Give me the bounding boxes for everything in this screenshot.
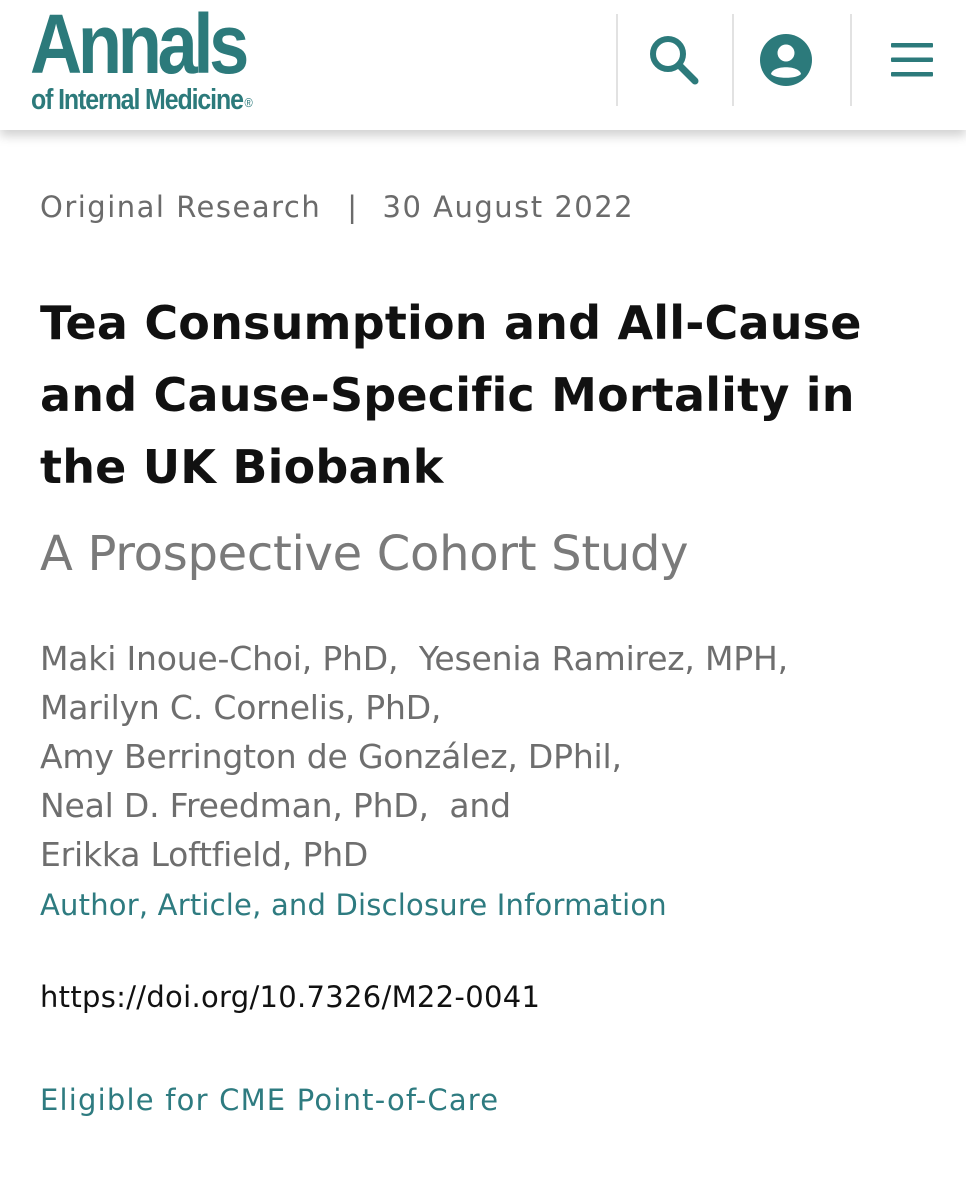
article-subtitle: A Prospective Cohort Study	[40, 526, 689, 582]
search-icon	[646, 32, 702, 88]
author-link[interactable]: Maki Inoue-Choi, PhD,	[40, 639, 399, 678]
cme-eligibility-link[interactable]: Eligible for CME Point-of-Care	[40, 1083, 500, 1117]
disclosure-information-link[interactable]: Author, Article, and Disclosure Information	[40, 888, 667, 922]
nav-divider	[732, 14, 734, 106]
author-link[interactable]: Neal D. Freedman, PhD,	[40, 786, 429, 825]
author-link[interactable]: Erikka Loftfield, PhD	[40, 835, 369, 874]
search-button[interactable]	[624, 20, 724, 100]
author-line	[40, 683, 940, 732]
author-link[interactable]: Amy Berrington de González, DPhil,	[40, 737, 622, 776]
nav-divider	[616, 14, 618, 106]
logo-main-text: Annals	[30, 0, 246, 91]
author-line	[40, 781, 940, 830]
user-icon	[759, 33, 813, 87]
author-link[interactable]: Marilyn C. Cornelis, PhD,	[40, 688, 442, 727]
article-title: Tea Consumption and All-Cause and Cause-Specific Mortality in the UK Biobank	[40, 296, 862, 494]
article-meta	[40, 190, 634, 224]
nav-divider	[850, 14, 852, 106]
author-link[interactable]: Yesenia Ramirez, MPH,	[418, 639, 788, 678]
registered-mark: ®	[244, 95, 253, 110]
logo-sub-text	[31, 85, 253, 118]
hamburger-menu-icon	[889, 40, 935, 80]
author-conjunction: and	[449, 786, 511, 825]
author-line	[40, 634, 940, 683]
meta-separator: |	[347, 190, 359, 224]
account-button[interactable]	[736, 20, 836, 100]
journal-logo[interactable]	[30, 2, 300, 122]
author-line	[40, 732, 940, 781]
logo-sub-label: of Internal Medicine	[31, 84, 243, 116]
site-header	[0, 0, 966, 130]
menu-button[interactable]	[862, 20, 962, 100]
doi-link[interactable]: https://doi.org/10.7326/M22-0041	[40, 980, 541, 1014]
author-line	[40, 830, 940, 879]
article-type: Original Research	[40, 190, 322, 224]
author-list	[40, 634, 940, 879]
publication-date: 30 August 2022	[382, 190, 635, 224]
